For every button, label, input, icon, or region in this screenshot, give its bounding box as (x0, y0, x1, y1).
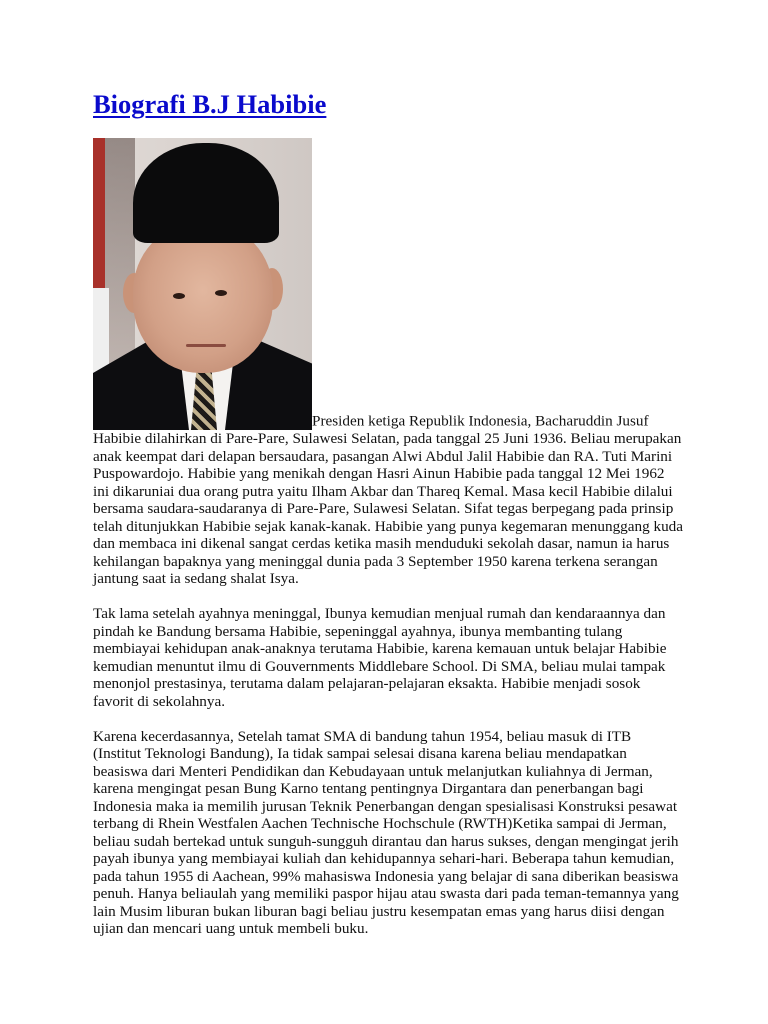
photo-mouth (186, 344, 226, 347)
photo-eye-left (173, 293, 185, 299)
paragraph-2: Tak lama setelah ayahnya meninggal, Ibunya kemudian menjual rumah dan kendaraannya dan pindah ke Bandung bersama Habibie, sepeninggal ayahnya, ibunya membanting tulang membiayai kehidupan anak-anaknya terutama Habibie, karena kemauan untuk belajar Habibie kemudian menuntut ilmu di Gouvernments Middlebare School. Di SMA, beliau mulai tampak menonjol prestasinya, terutama dalam pelajaran-pelajaran eksakta. Habibie menjadi sosok favorit di sekolahnya. (93, 605, 667, 710)
title-link[interactable]: Biografi B.J Habibie (93, 89, 327, 119)
page-title (93, 82, 683, 126)
photo-eye-right (215, 290, 227, 296)
photo-peci-hat (133, 143, 279, 243)
paragraph-3: Karena kecerdasannya, Setelah tamat SMA di bandung tahun 1954, beliau masuk di ITB (Institut Teknologi Bandung), Ia tidak sampai selesai disana karena beliau mendapatkan beasiswa dari Menteri Pendidikan dan Kebudayaan untuk melanjutkan kuliahnya di Jerman, karena mengingat pesan Bung Karno tentang pentingnya Dirgantara dan penerbangan bagi Indonesia maka ia memilih jurusan Teknik Penerbangan dengan spesialisasi Konstruksi pesawat terbang di Rhein Westfalen Aachen Technische Hochschule (RWTH)Ketika sampai di Jerman, beliau sudah bertekad untuk sunguh-sungguh dirantau dan harus sukses, dengan mengingat jerih payah ibunya yang membiayai kuliah dan kehidupannya sehari-hari. Beberapa tahun kemudian, pada tahun 1955 di Aachean, 99% mahasiswa Indonesia yang belajar di sana diberikan beasiswa penuh. Hanya beliaulah yang memiliki paspor hijau atau swasta dari pada teman-temannya yang lain Musim liburan bukan liburan bagi beliau justru kesempatan emas yang harus diisi dengan ujian dan mencari uang untuk membeli buku. (93, 727, 679, 937)
document-page (93, 82, 683, 938)
flag-red-stripe (93, 138, 105, 288)
portrait-photo (93, 138, 312, 430)
photo-face (133, 223, 273, 373)
paragraph-1-text: Presiden ketiga Republik Indonesia, Bacharuddin Jusuf Habibie dilahirkan di Pare-Pare, Sulawesi Selatan, pada tanggal 25 Juni 1936. Beliau merupakan anak keempat dari delapan bersaudara, pasangan Alwi Abdul Jalil Habibie dan RA. Tuti Marini Puspowardojo. Habibie yang menikah dengan Hasri Ainun Habibie pada tanggal 12 Mei 1962 ini dikaruniai dua orang putra yaitu Ilham Akbar dan Thareq Kemal. Masa kecil Habibie dilalui bersama saudara-saudaranya di Pare-Pare, Sulawesi Selatan. Sifat tegas berpegang pada prinsip telah ditunjukkan Habibie sejak kanak-kanak. Habibie yang punya kegemaran menunggang kuda dan membaca ini dikenal sangat cerdas ketika masih menduduki sekolah dasar, namun ia harus kehilangan bapaknya yang meninggal dunia pada 3 September 1950 karena terkena serangan jantung saat ia sedang shalat Isya. (93, 412, 684, 587)
intro-paragraph (93, 138, 683, 588)
